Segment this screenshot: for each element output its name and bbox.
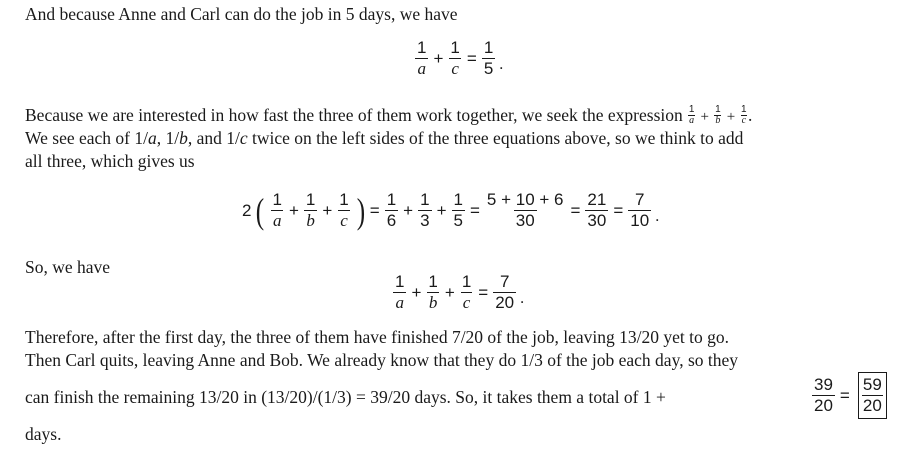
fraction-39-over-20: $\frac{39}{20}$ bbox=[814, 375, 833, 415]
period: . bbox=[499, 55, 504, 73]
numerator: 1 bbox=[483, 38, 494, 57]
paragraph-finish-line: can finish the remaining 13/20 in (13/20)/(1/3) = 39/20 days. So, it takes them a total of 1 + bbox=[25, 387, 666, 407]
boxed-answer: $\frac{59}{20}$ bbox=[858, 372, 887, 419]
equation-combined-rate bbox=[390, 272, 524, 313]
numerator: 1 bbox=[417, 38, 427, 57]
paragraph-days: days. bbox=[25, 424, 62, 444]
fraction-1-over-5: $\frac{1}{5}$ bbox=[453, 190, 463, 230]
equals-sign: = bbox=[478, 282, 489, 302]
period: . bbox=[748, 105, 753, 125]
plus-sign: + bbox=[288, 200, 299, 220]
plus-sign: + bbox=[726, 109, 736, 125]
fraction-1-over-b: $\frac{1}{b}$ bbox=[305, 190, 316, 230]
fraction-1-over-5 bbox=[482, 38, 495, 79]
fraction-1-over-3: $\frac{1}{3}$ bbox=[420, 190, 430, 230]
fraction-21-over-30: $\frac{21}{30}$ bbox=[587, 190, 607, 230]
equation-anne-carl bbox=[412, 38, 503, 79]
plus-sign: + bbox=[700, 109, 709, 125]
text: Because we are interested in how fast the three of them work together, we seek the expression bbox=[25, 105, 683, 125]
fraction-7-over-10: $\frac{7}{10}$ bbox=[630, 190, 650, 230]
equals-sign: = bbox=[613, 200, 624, 220]
equals-sign: = bbox=[570, 200, 581, 220]
fraction-7-over-20: $\frac{7}{20}$ bbox=[495, 272, 515, 312]
equation-sum-all-three bbox=[242, 190, 659, 231]
fraction-1-over-c: $\frac{1}{c}$ bbox=[339, 190, 349, 230]
left-paren: ( bbox=[256, 190, 265, 231]
plus-sign: + bbox=[403, 200, 414, 220]
plus-sign: + bbox=[436, 200, 447, 220]
denominator: c bbox=[451, 59, 459, 78]
fraction-1-over-a: $\frac{1}{a}$ bbox=[395, 272, 405, 312]
paragraph-expression-line bbox=[25, 104, 752, 128]
paragraph-so-we-have: So, we have bbox=[25, 257, 111, 277]
denominator: a bbox=[417, 59, 426, 78]
denominator: 5 bbox=[483, 59, 494, 78]
paragraph-see-each-line: We see each of 1/a, 1/b, and 1/c twice on the left sides of the three equations above, so we think to add bbox=[25, 128, 744, 148]
paragraph-intro: And because Anne and Carl can do the job in 5 days, we have bbox=[25, 4, 458, 24]
equals-sign: = bbox=[369, 200, 380, 220]
plus-sign: + bbox=[322, 200, 333, 220]
equals-sign: = bbox=[466, 48, 477, 68]
small-fraction-1-over-a: $\frac{1}{a}$ bbox=[688, 104, 695, 127]
equals-sign: = bbox=[469, 200, 480, 220]
fraction-1-over-c: $\frac{1}{c}$ bbox=[461, 272, 472, 312]
fraction-1-over-6: $\frac{1}{6}$ bbox=[386, 190, 397, 230]
period: . bbox=[520, 289, 525, 307]
fraction-1-over-a: $\frac{1}{a}$ bbox=[272, 190, 282, 230]
small-fraction-1-over-c: $\frac{1}{c}$ bbox=[741, 104, 747, 127]
plus-sign: + bbox=[433, 48, 444, 68]
equation-total-days bbox=[809, 372, 887, 419]
fraction-1-over-c bbox=[448, 38, 461, 79]
paragraph-carl-quits-line: Then Carl quits, leaving Anne and Bob. We already know that they do 1/3 of the job each day, so they bbox=[25, 350, 739, 370]
small-fraction-1-over-b: $\frac{1}{b}$ bbox=[715, 104, 721, 127]
period: . bbox=[655, 207, 660, 225]
paragraph-therefore-line: Therefore, after the first day, the three of them have finished 7/20 of the job, leaving 13/20 yet to go. bbox=[25, 327, 729, 347]
equals-sign: = bbox=[839, 385, 850, 405]
plus-sign: + bbox=[411, 282, 422, 302]
plus-sign: + bbox=[444, 282, 455, 302]
numerator: 1 bbox=[450, 38, 460, 57]
right-paren: ) bbox=[356, 190, 365, 231]
fraction-1-over-a bbox=[415, 38, 428, 79]
fraction-sum-over-30: $\frac{5 + 10 + 6}{30}$ bbox=[486, 190, 564, 230]
paragraph-all-three-line: all three, which gives us bbox=[25, 151, 195, 171]
fraction-1-over-b: $\frac{1}{b}$ bbox=[428, 272, 438, 312]
coefficient: 2 bbox=[242, 200, 252, 220]
